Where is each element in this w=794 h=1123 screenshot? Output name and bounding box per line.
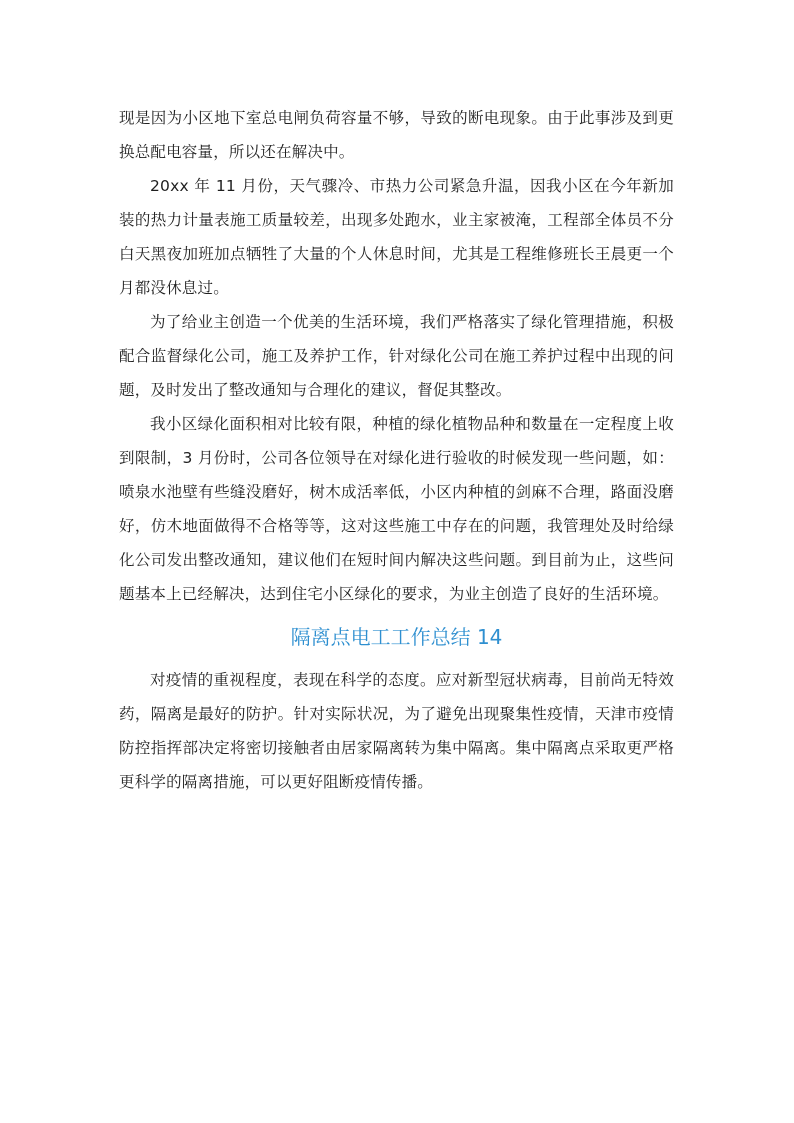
paragraph-heating-repair: 20xx 年 11 月份，天气骤冷、市热力公司紧急升温，因我小区在今年新加装的热力计量表施工质量较差，出现多处跑水，业主家被淹，工程部全体员不分白天黑夜加班加点牺牲了大量的个人休息时间，尤其是工程维修班长王晨更一个月都没休息过。 xyxy=(119,177,674,297)
paragraph-continuation: 现是因为小区地下室总电闸负荷容量不够，导致的断电现象。由于此事涉及到更换总配电容量，所以还在解决中。 xyxy=(119,109,674,161)
paragraph-greening-management: 为了给业主创造一个优美的生活环境，我们严格落实了绿化管理措施，积极配合监督绿化公司，施工及养护工作，针对绿化公司在施工养护过程中出现的问题，及时发出了整改通知与合理化的建议，督促其整改。 xyxy=(119,313,674,399)
section-title: 隔离点电工工作总结 14 xyxy=(290,625,503,649)
paragraph-epidemic-isolation: 对疫情的重视程度，表现在科学的态度。应对新型冠状病毒，目前尚无特效药，隔离是最好的防护。针对实际状况，为了避免出现聚集性疫情，天津市疫情防控指挥部决定将密切接触者由居家隔离转为集中隔离。集中隔离点采取更严格更科学的隔离措施，可以更好阻断疫情传播。 xyxy=(119,671,674,791)
paragraph-greening-inspection: 我小区绿化面积相对比较有限，种植的绿化植物品种和数量在一定程度上收到限制，3 月份时，公司各位领导在对绿化进行验收的时候发现一些问题，如：喷泉水池壁有些缝没磨好，树木成活率低，小区内种植的剑麻不合理，路面没磨好，仿木地面做得不合格等等，这对这些施工中存在的问题，我管理处及时给绿化公司发出整改通知，建议他们在短时间内解决这些问题。到目前为止，这些问题基本上已经解决，达到住宅小区绿化的要求，为业主创造了良好的生活环境。 xyxy=(119,415,674,603)
document-body xyxy=(119,101,674,799)
